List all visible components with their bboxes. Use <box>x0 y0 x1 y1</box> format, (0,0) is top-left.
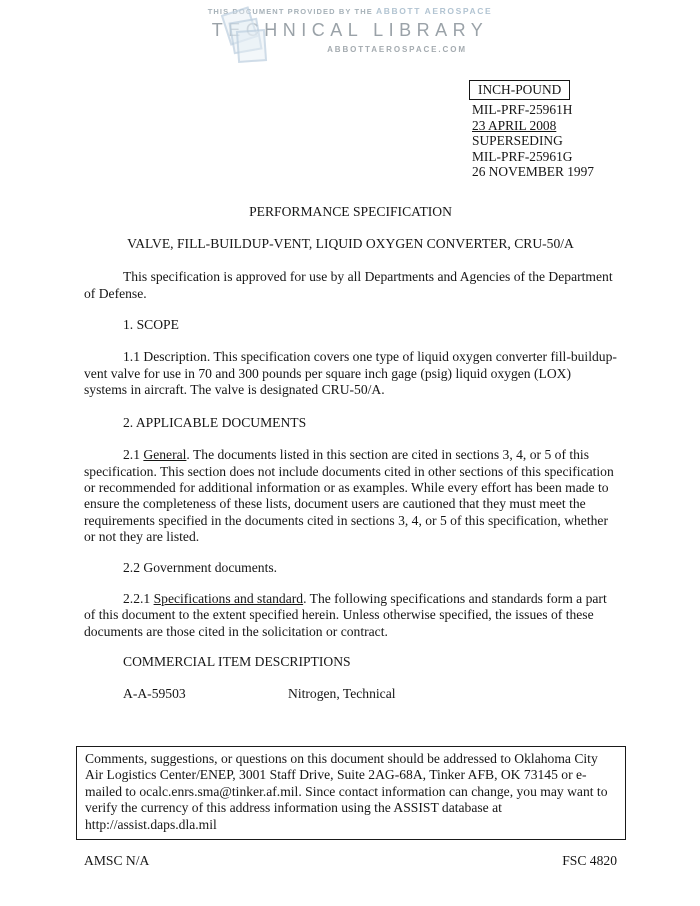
inch-pound-stamp: INCH-POUND <box>469 80 570 100</box>
watermark-website-text: ABBOTTAEROSPACE.COM <box>327 45 467 55</box>
specifications-paragraph-number: 2.2.1 <box>123 590 154 606</box>
document-id-block <box>472 80 622 179</box>
commercial-item-code: A-A-59503 <box>123 685 186 701</box>
watermark-library-title: TECHNICAL LIBRARY <box>211 20 489 41</box>
government-documents-paragraph: 2.2 Government documents. <box>123 559 278 575</box>
superseded-number: MIL-PRF-25961G <box>472 148 573 164</box>
document-number: MIL-PRF-25961H <box>472 102 573 118</box>
comments-contact-text: Comments, suggestions, or questions on this document should be addressed to Oklahoma City Air Logistics Center/ENEP, 3001 Staff Drive, Suite 2AG-68A, Tinker AFB, OK 73145 or e-mailed to ocalc.enrs.sma@tinker.af.mil. Since contact information can change, you may want to verify the currency of this address information using the ASSIST database at http://assist.daps.dla.mil <box>85 750 608 832</box>
general-paragraph-lead: General <box>143 447 187 463</box>
specifications-paragraph <box>84 591 617 640</box>
scope-heading: 1. SCOPE <box>123 317 179 333</box>
commercial-item-row <box>84 686 617 702</box>
description-paragraph: 1.1 Description. This specification covers one type of liquid oxygen converter fill-buildup-vent valve for use in 70 and 300 pounds per square inch gage (psig) liquid oxygen (LOX) systems in aircraft. The valve is designated CRU-50/A. <box>84 349 617 398</box>
document-content <box>0 80 700 869</box>
fsc-code: FSC 4820 <box>562 853 617 868</box>
specifications-paragraph-lead: Specifications and standard <box>153 590 304 606</box>
document-date: 23 APRIL 2008 <box>472 117 557 133</box>
watermark-brand-text: ABBOTT AEROSPACE <box>376 6 493 16</box>
general-paragraph-text: . The documents listed in this section are cited in sections 3, 4, or 5 of this specification. This section does not include documents cited in other sections of this specification or recommended for additional information or as examples. While every effort has been made to ensure the completeness of these lists, document users are cautioned that they must meet the requirements specified in the documents cited in sections 3, 4, or 5 of this specification, whether or not they are listed. <box>84 447 614 545</box>
superseding-label: SUPERSEDING <box>472 133 563 149</box>
commercial-item-title: Nitrogen, Technical <box>288 685 396 701</box>
superseded-date: 26 NOVEMBER 1997 <box>472 164 595 180</box>
comments-contact-box <box>76 746 626 840</box>
general-paragraph <box>84 447 617 545</box>
general-paragraph-number: 2.1 <box>123 447 144 463</box>
approval-paragraph: This specification is approved for use by all Departments and Agencies of the Department of Defense. <box>84 269 613 301</box>
document-subject-title: VALVE, FILL-BUILDUP-VENT, LIQUID OXYGEN CONVERTER, CRU-50/A <box>127 235 574 251</box>
abbott-library-logo-icon <box>224 9 274 63</box>
applicable-documents-heading: 2. APPLICABLE DOCUMENTS <box>123 414 307 430</box>
spec-type-title: PERFORMANCE SPECIFICATION <box>249 204 452 220</box>
footer-row <box>84 853 617 869</box>
specifications-paragraph-text: . The following specifications and standards form a part of this document to the extent specified herein. Unless otherwise specified, the issues of these documents are those cited in the solicitation or contract. <box>84 590 607 639</box>
logo-sheet-icon <box>236 29 267 63</box>
amsc-code: AMSC N/A <box>84 853 150 868</box>
watermark-provided-by-line <box>0 3 700 20</box>
commercial-item-descriptions-heading: COMMERCIAL ITEM DESCRIPTIONS <box>123 654 351 670</box>
watermark-header <box>0 3 700 59</box>
watermark-provided-by-text: THIS DOCUMENT PROVIDED BY THE <box>207 7 373 16</box>
watermark-site-line <box>0 40 700 58</box>
